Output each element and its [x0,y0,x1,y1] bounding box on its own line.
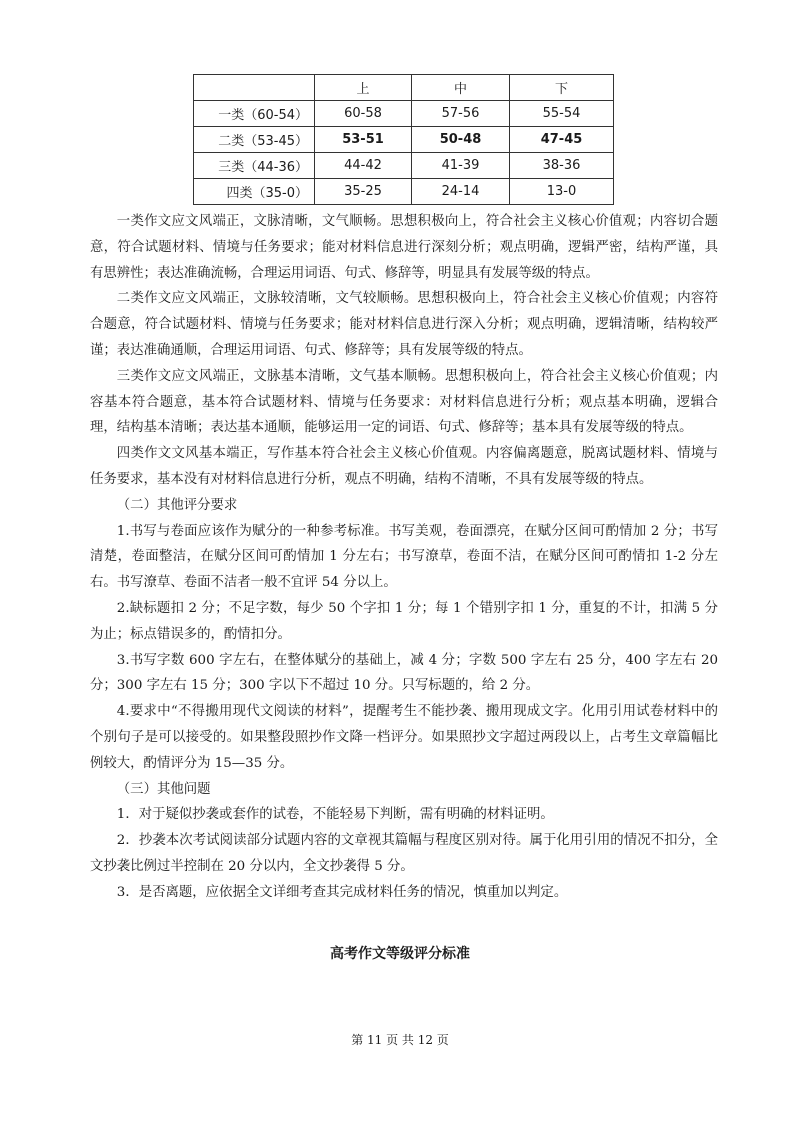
page-footer: 第 11 页 共 12 页 [351,1033,449,1047]
section-heading-other-issues: （三）其他问题 [116,781,211,797]
table-header-cell: 中 [412,75,510,101]
paragraph-fourth-class: 四类作文文风基本端正，写作基本符合社会主义核心价值观。内容偏离题意，脱离试题材料、情境与任务要求，基本没有对材料信息进行分析，观点不明确，结构不清晰，不具有发展等级的特点。 [90,446,718,487]
table-cell: 55-54 [510,101,614,127]
table-cell: 47-45 [510,127,614,153]
table-header-cell: 上 [315,75,412,101]
table-cell: 60-58 [315,101,412,127]
paragraph-item: 3．是否离题，应依据全文详细考查其完成材料任务的情况，慎重加以判定。 [116,884,568,900]
table-header-row [194,75,614,101]
paragraph-second-class: 二类作文应文风端正，文脉较清晰，文气较顺畅。思想积极向上，符合社会主义核心价值观；内容符合题意，符合试题材料、情境与任务要求；能对材料信息进行深入分析；观点明确，逻辑清晰，结构较严谨；表达准确通顺，合理运用词语、句式、修辞等；具有发展等级的特点。 [90,291,718,358]
paragraph-item: 2.缺标题扣 2 分；不足字数，每少 50 个字扣 1 分；每 1 个错别字扣 1 分，重复的不计，扣满 5 分为止；标点错误多的，酌情扣分。 [90,600,718,642]
paragraph-item: 3.书写字数 600 字左右，在整体赋分的基础上，减 4 分；字数 500 字左右 25 分，400 字左右 20 分；300 字左右 15 分；300 字以下不超过 10 分。只写标题的，给 2 分。 [90,652,718,694]
table-cell: 50-48 [412,127,510,153]
paragraph-item: 2．抄袭本次考试阅读部分试题内容的文章视其篇幅与程度区别对待。属于化用引用的情况不扣分，全文抄袭比例过半控制在 20 分以内，全文抄袭得 5 分。 [90,833,718,874]
table-header-cell [194,75,315,101]
table-cell: 38-36 [510,153,614,179]
paragraph-third-class: 三类作文应文风端正，文脉基本清晰，文气基本顺畅。思想积极向上，符合社会主义核心价值观；内容基本符合题意，基本符合试题材料、情境与任务要求：对材料信息进行分析；观点基本明确，逻辑合理，结构基本清晰；表达基本通顺，能够运用一定的词语、句式、修辞等；基本具有发展等级的特点。 [90,368,718,436]
table-cell: 44-42 [315,153,412,179]
paragraph-item: 1.书写与卷面应该作为赋分的一种参考标准。书写美观，卷面漂亮，在赋分区间可酌情加 2 分；书写清楚，卷面整洁，在赋分区间可酌情加 1 分左右；书写潦草，卷面不洁，在赋分区间可酌情扣 1-2 分左右。书写潦草、卷面不洁者一般不宜评 54 分以上。 [90,523,718,591]
section-heading-other-requirements: （二）其他评分要求 [116,497,238,513]
table-header-cell: 下 [510,75,614,101]
table-cell: 57-56 [412,101,510,127]
body-text [90,209,718,906]
table-cell: 13-0 [510,179,614,205]
row-label: 二类（53-45） [194,127,315,153]
table-row [194,153,614,179]
table-cell: 35-25 [315,179,412,205]
table-cell: 41-39 [412,153,510,179]
paragraph-item: 4.要求中“不得搬用现代文阅读的材料”，提醒考生不能抄袭、搬用现成文字。化用引用试卷材料中的个别句子是可以接受的。如果整段照抄作文降一档评分。如果照抄文字超过两段以上，占考生文章篇幅比例较大，酌情评分为 15—35 分。 [90,704,718,771]
table-row [194,127,614,153]
table-row [194,101,614,127]
table-cell: 24-14 [412,179,510,205]
paragraph-item: 1．对于疑似抄袭或套作的试卷，不能轻易下判断，需有明确的材料证明。 [116,807,554,823]
document-title: 高考作文等级评分标准 [330,946,470,962]
row-label: 四类（35-0） [194,179,315,205]
paragraph-first-class: 一类作文应文风端正，文脉清晰，文气顺畅。思想积极向上，符合社会主义核心价值观；内容切合题意，符合试题材料、情境与任务要求；能对材料信息进行深刻分析；观点明确，逻辑严密，结构严谨，具有思辨性；表达准确流畅，合理运用词语、句式、修辞等，明显具有发展等级的特点。 [90,214,718,281]
row-label: 一类（60-54） [194,101,315,127]
row-label: 三类（44-36） [194,153,315,179]
grade-table [193,74,614,205]
table-cell: 53-51 [315,127,412,153]
table-row [194,179,614,205]
